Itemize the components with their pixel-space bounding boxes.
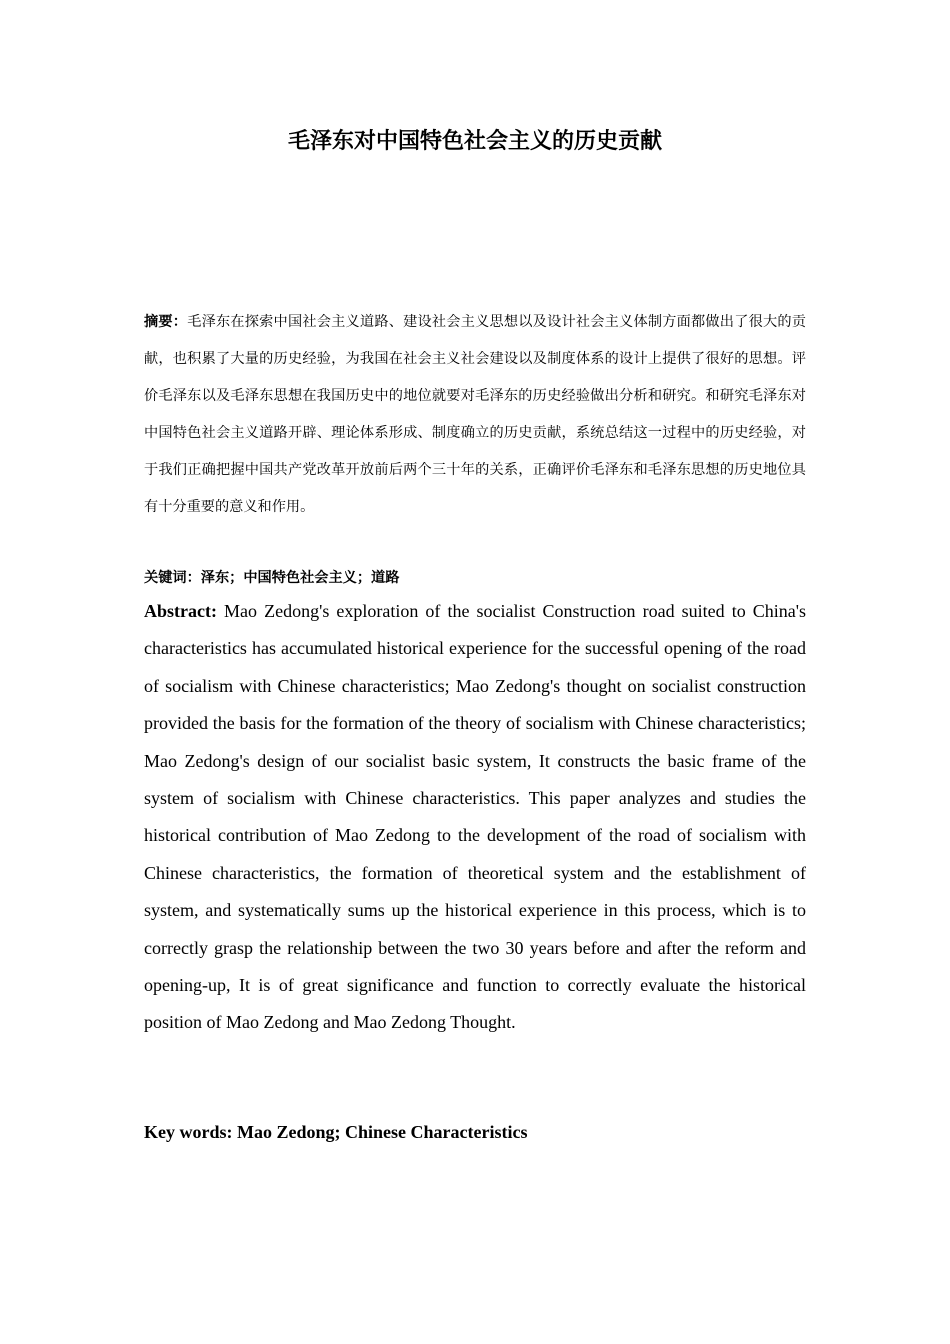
chinese-abstract-label: 摘要： <box>144 314 188 330</box>
chinese-abstract-text: 毛泽东在探索中国社会主义道路、建设社会主义思想以及设计社会主义体制方面都做出了很大的贡献，也积累了大量的历史经验，为我国在社会主义社会建设以及制度体系的设计上提供了很好的思想。评价毛泽东以及毛泽东思想在我国历史中的地位就要对毛泽东的历史经验做出分析和研究。和研究毛泽东对中国特色社会主义道路开辟、理论体系形成、制度确立的历史贡献，系统总结这一过程中的历史经验，对于我们正确把握中国共产党改革开放前后两个三十年的关系，正确评价毛泽东和毛泽东思想的历史地位具有十分重要的意义和作用。 <box>144 314 806 515</box>
english-abstract-label: Abstract: <box>144 601 217 621</box>
chinese-keywords: 关键词：泽东；中国特色社会主义；道路 <box>144 570 400 586</box>
paper-title: 毛泽东对中国特色社会主义的历史贡献 <box>287 129 662 154</box>
english-abstract-text: Mao Zedong's exploration of the socialist Construction road suited to China's characteristics has accumulated historical experience for the successful opening of the road of socialism with Chinese characteristics; Mao Zedong's thought on socialist construction provided the basis for the formation of the theory of socialism with Chinese characteristics; Mao Zedong's design of our socialist basic system, It constructs the basic frame of the system of socialism with Chinese characteristics. This paper analyzes and studies the historical contribution of Mao Zedong to the development of the road of socialism with Chinese characteristics, the formation of theoretical system and the establishment of system, and systematically sums up the historical experience in this process, which is to correctly grasp the relationship between the two 30 years before and after the reform and opening-up, It is of great significance and function to correctly evaluate the historical position of Mao Zedong and Mao Zedong Thought. <box>144 601 806 1033</box>
chinese-abstract <box>144 304 806 526</box>
english-abstract <box>144 593 806 1042</box>
english-keywords: Key words: Mao Zedong; Chinese Characteristics <box>144 1122 528 1142</box>
